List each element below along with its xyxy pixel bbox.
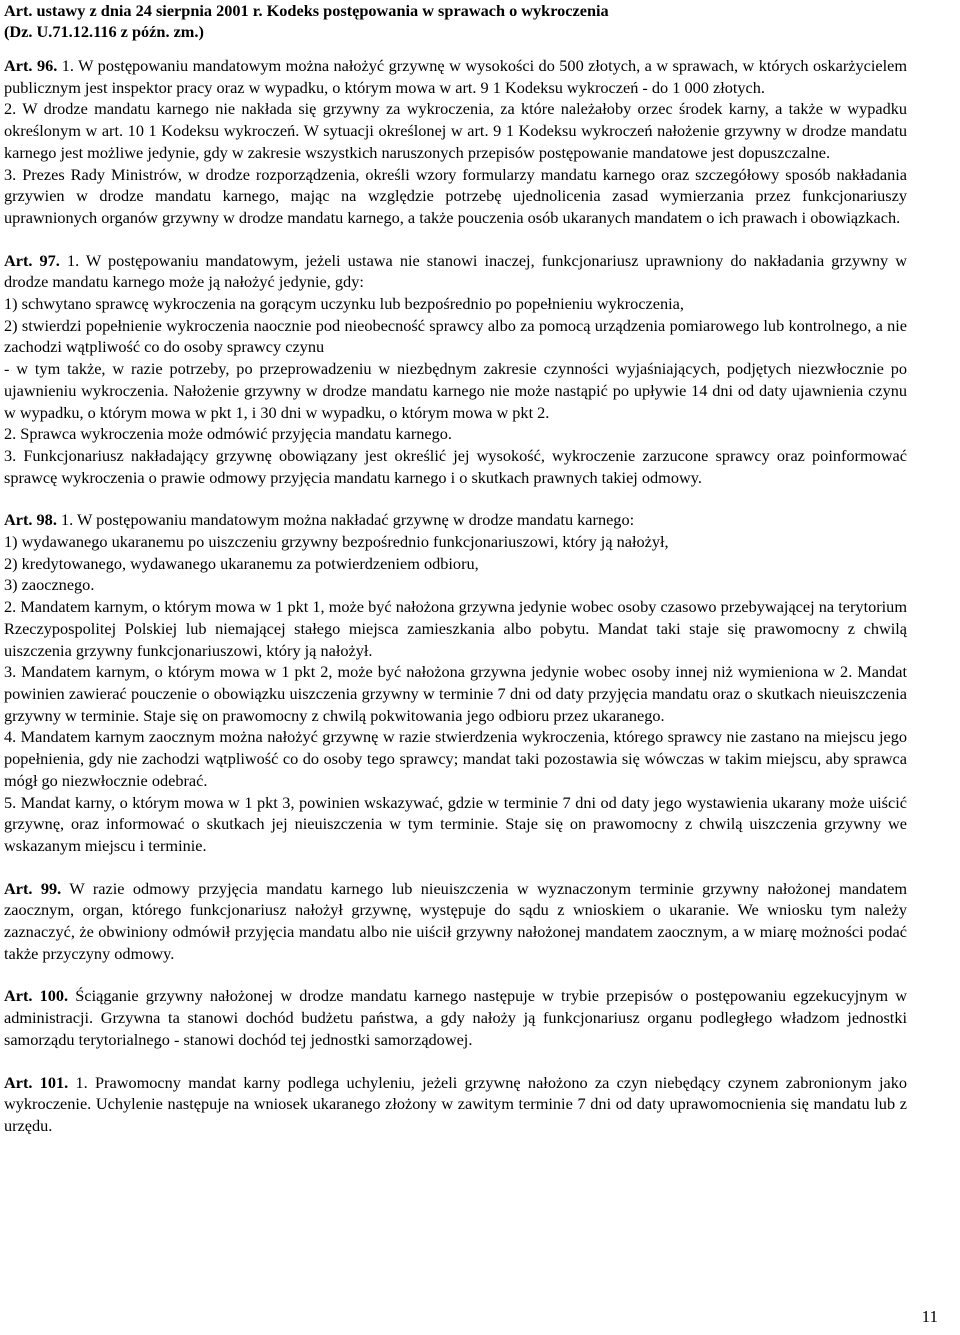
header-title: Art. ustawy z dnia 24 sierpnia 2001 r. Kodeks postępowania w sprawach o wykroczenia (4, 1, 609, 20)
article-97 (4, 250, 907, 489)
article-97-par-3: 3. Funkcjonariusz nakładający grzywnę obowiązany jest określić jej wysokość, wykroczenie zarzucone sprawcy oraz poinformować sprawcę wykroczenia o prawie odmowy przyjęcia mandatu karnego i o skutkach prawnych takiej odmowy. (4, 445, 907, 487)
article-96-par-1: Art. 96. 1. W postępowaniu mandatowym można nałożyć grzywnę w wysokości do 500 złotych, a w sprawach, w których oskarżycielem publicznym jest inspektor pracy oraz w wypadku, o którym mowa w art. 9 1 Kodeksu wykroczeń - do 1 000 złotych. (4, 56, 907, 97)
article-98-item-2: 2) kredytowanego, wydawanego ukaranemu za potwierdzeniem odbioru, (4, 553, 479, 573)
article-97-item-2: 2) stwierdzi popełnienie wykroczenia naocznie pod nieobecność sprawcy albo za pomocą urządzenia pomiarowego lub kontrolnego, a nie zachodzi wątpliwość co do osoby sprawcy czynu (4, 315, 907, 357)
article-98-par-2: 2. Mandatem karnym, o którym mowa w 1 pkt 1, może być nałożona grzywna jedynie wobec osoby czasowo przebywającej na terytorium Rzeczypospolitej Polskiej lub niemającej stałego miejsca zamieszkania albo pobytu. Mandat taki staje się prawomocny z chwilą uiszczenia grzywny funkcjonariuszowi, który ją nałożył. (4, 597, 907, 660)
article-98-par-5: 5. Mandat karny, o którym mowa w 1 pkt 3, powinien wskazywać, gdzie w terminie 7 dni od daty jego wystawienia ukarany może uiścić grzywnę, oraz informować o skutkach jej nieuiszczenia w tym terminie. Staje się on prawomocny z chwilą uiszczenia grzywny we wskazanym miejscu i terminie. (4, 792, 907, 855)
article-99 (4, 878, 907, 965)
article-100-label: Art. 100. (4, 986, 69, 1006)
article-101-text: Art. 101. 1. Prawomocny mandat karny podlega uchyleniu, jeżeli grzywnę nałożono za czyn niebędący czynem zabronionym jako wykroczenie. Uchylenie następuje na wniosek ukaranego złożony w zawitym terminie 7 dni od daty uprawomocnienia się mandatu lub z urzędu. (4, 1072, 907, 1135)
page-number: 11 (921, 1307, 938, 1326)
article-98-par-3: 3. Mandatem karnym, o którym mowa w 1 pkt 2, może być nałożona grzywna jedynie wobec osoby innej niż wymieniona w 2. Mandat powinien zawierać pouczenie o obowiązku uiszczenia grzywny w terminie 7 dni od daty przyjęcia mandatu oraz o skutkach nieuiszczenia grzywny w terminie. Staje się on prawomocny z chwilą pokwitowania jego odbioru przez ukaranego. (4, 662, 907, 725)
article-98-label: Art. 98. (4, 510, 57, 530)
article-100 (4, 985, 907, 1050)
article-96 (4, 55, 907, 229)
article-98-item-1: 1) wydawanego ukaranemu po uiszczeniu grzywny bezpośrednio funkcjonariuszowi, który ją nałożył, (4, 532, 669, 552)
article-98-par-1: Art. 98. 1. W postępowaniu mandatowym można nakładać grzywnę w drodze mandatu karnego: (4, 510, 635, 530)
article-98-par-4: 4. Mandatem karnym zaocznym można nałożyć grzywnę w razie stwierdzenia wykroczenia, którego sprawcy nie zastano na miejscu jego popełnienia, gdy nie zachodzi wątpliwość co do osoby tego sprawcy; mandat taki pozostawia się wówczas w takim miejscu, aby sprawca mógł go niezwłocznie odebrać. (4, 727, 907, 790)
article-98-item-3: 3) zaocznego. (4, 575, 95, 595)
article-97-label: Art. 97. (4, 250, 60, 270)
document-page (4, 0, 907, 1137)
article-96-par-2: 2. W drodze mandatu karnego nie nakłada się grzywny za wykroczenia, za które należałoby orzec środek karny, a także w wypadku określonym w art. 10 1 Kodeksu wykroczeń. W sytuacji określonej w art. 9 1 Kodeksu wykroczeń nałożenie grzywny w drodze mandatu karnego jest możliwe jedynie, gdy w zakresie wszystkich naruszonych przepisów postępowanie mandatowe jest dopuszczalne. (4, 99, 907, 162)
article-98 (4, 509, 907, 856)
article-96-label: Art. 96. (4, 56, 58, 75)
article-96-par-3: 3. Prezes Rady Ministrów, w drodze rozporządzenia, określi wzory formularzy mandatu karnego oraz szczegółowy sposób nakładania grzywien w drodze mandatu karnego, mając na względzie potrzebę ujednolicenia zasad wymierzania przez funkcjonariuszy uprawnionych organów grzywny w drodze mandatu karnego, a także pouczenia osób ukaranych mandatem o ich prawach i obowiązkach. (4, 164, 907, 227)
article-97-par-1: Art. 97. 1. W postępowaniu mandatowym, jeżeli ustawa nie stanowi inaczej, funkcjonariusz uprawniony do nakładania grzywny w drodze mandatu karnego może ją nałożyć jedynie, gdy: (4, 250, 907, 292)
document-header (4, 0, 907, 42)
article-97-par-2: 2. Sprawca wykroczenia może odmówić przyjęcia mandatu karnego. (4, 424, 453, 444)
article-99-label: Art. 99. (4, 878, 62, 898)
article-100-text: Art. 100. Ściąganie grzywny nałożonej w drodze mandatu karnego następuje w trybie przepisów o postępowaniu egzekucyjnym w administracji. Grzywna ta stanowi dochód budżetu państwa, a gdy nałoży ją funkcjonariusz organu podległego władzom jednostki samorządu terytorialnego - stanowi dochód tej jednostki samorządowej. (4, 986, 908, 1049)
article-99-text: Art. 99. W razie odmowy przyjęcia mandatu karnego lub nieuiszczenia w wyznaczonym terminie grzywny nałożonej mandatem zaocznym, organ, którego funkcjonariusz nałożył grzywnę, występuje do sądu z wnioskiem o ukaranie. We wniosku tym należy zaznaczyć, że obwiniony odmówił przyjęcia mandatu albo nie uiścił grzywny nałożonej mandatem zaocznym, a w miarę możności podać także przyczyny odmowy. (4, 878, 907, 963)
article-97-item-1: 1) schwytano sprawcę wykroczenia na gorącym uczynku lub bezpośrednio po popełnieniu wykroczenia, (4, 294, 684, 314)
header-citation: (Dz. U.71.12.116 z późn. zm.) (4, 22, 204, 41)
article-101 (4, 1072, 907, 1137)
article-97-item-3: - w tym także, w razie potrzeby, po przeprowadzeniu w niezbędnym zakresie czynności wyjaśniających, podjętych niezwłocznie po ujawnieniu wykroczenia. Nałożenie grzywny w drodze mandatu karnego nie może nastąpić po upływie 14 dni od daty ujawnienia czynu w wypadku, o którym mowa w pkt 1, i 30 dni w wypadku, o którym mowa w pkt 2. (4, 359, 907, 422)
article-101-label: Art. 101. (4, 1072, 69, 1092)
